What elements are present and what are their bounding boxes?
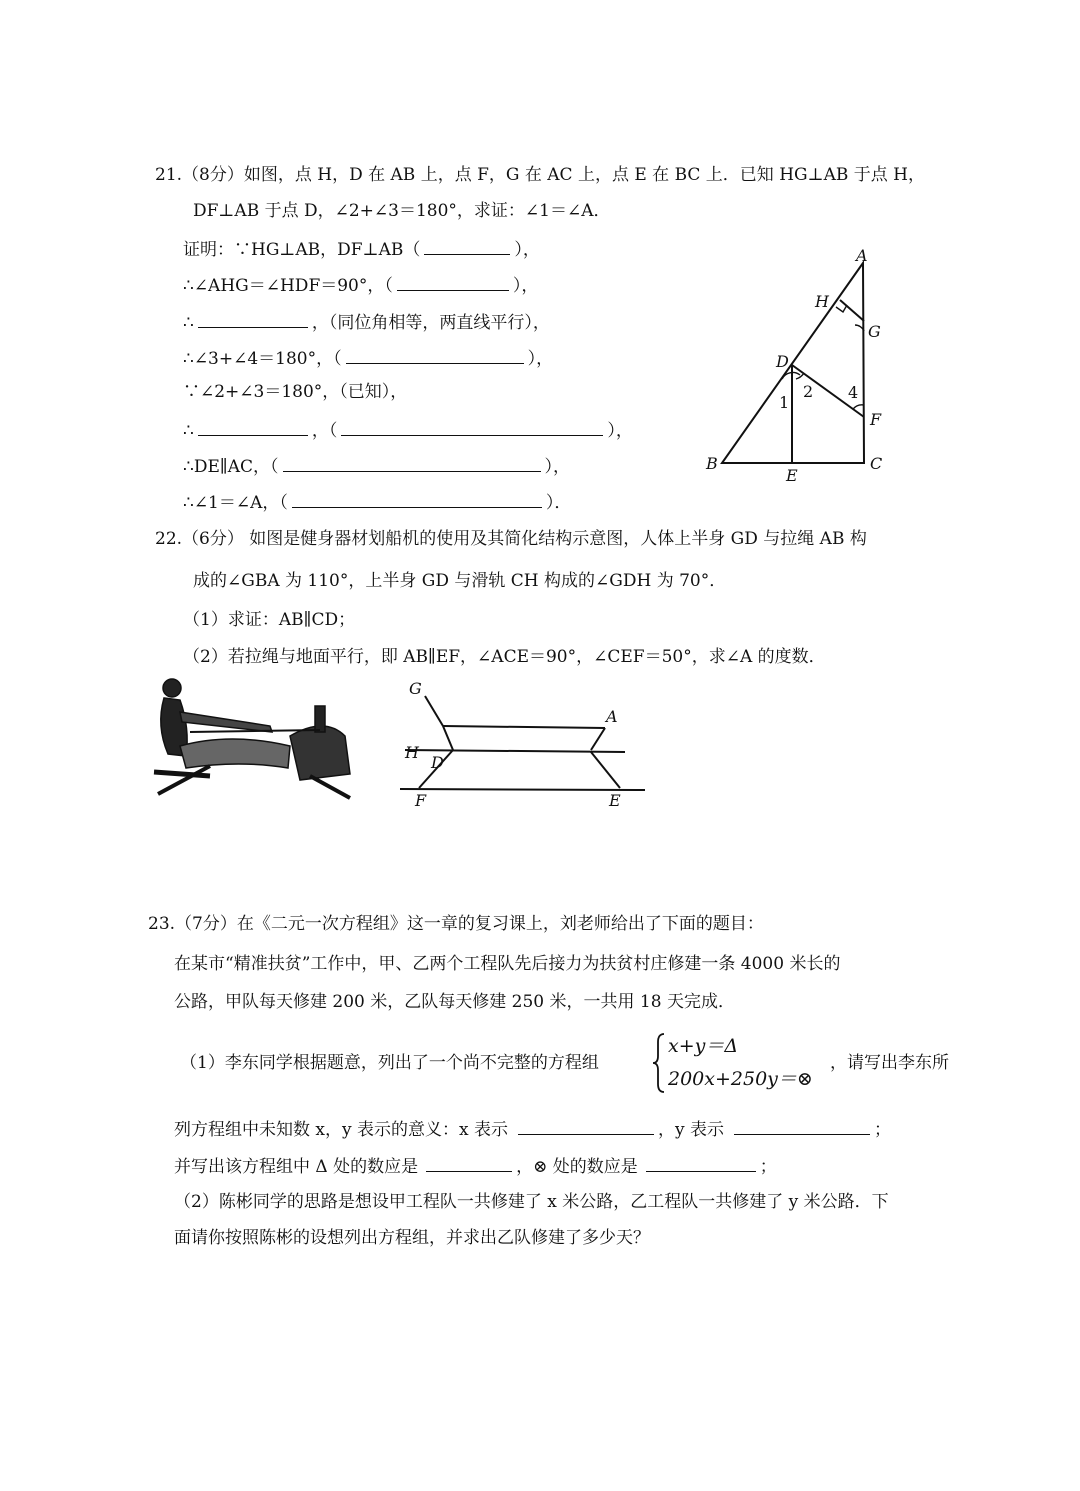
q21-step4-text: ∴∠3+∠4＝180°，（	[183, 349, 342, 369]
label-d: D	[776, 352, 789, 371]
label-f: F	[870, 410, 882, 429]
leg-ce	[591, 752, 620, 788]
q21-step3-text: ∴	[183, 313, 194, 333]
q21-triangle-figure	[700, 245, 900, 485]
rail-left	[158, 766, 210, 794]
label-h: H	[815, 292, 829, 311]
q23-line1: 23.（7分）在《二元一次方程组》这一章的复习课上，刘老师给出了下面的题目：	[148, 914, 764, 934]
q21-step3-end: ，（同位角相等，两直线平行），	[311, 313, 550, 333]
meaning-y-text: ，y 表示	[658, 1120, 725, 1140]
angle-arc-4	[853, 405, 864, 409]
q21-step2-end: ），	[512, 276, 539, 296]
q21-step1-end: ），	[514, 240, 540, 260]
right-angle-h	[836, 305, 847, 312]
q21-line1: 21.（8分）如图，点 H，D 在 AB 上，点 F，G 在 AC 上，点 E 在 BC 上．已知 HG⊥AB 于点 H，	[155, 165, 926, 185]
q21-blank1[interactable]	[424, 236, 510, 255]
segment-ac-upper	[591, 728, 605, 750]
q21-blank2[interactable]	[397, 272, 509, 291]
q23-part1-meaning	[174, 1116, 891, 1141]
q21-step8	[183, 489, 571, 514]
y-meaning-blank[interactable]	[734, 1116, 870, 1135]
q21-blank3[interactable]	[198, 309, 308, 328]
q23-line3: 公路，甲队每天修建 200 米，乙队每天修建 250 米，一共用 18 天完成．	[174, 992, 735, 1012]
label-angle-2: 2	[803, 382, 814, 401]
label-e: E	[786, 466, 798, 485]
q21-step4-end: ），	[527, 349, 554, 369]
label-a2: A	[606, 707, 618, 726]
q21-blank5[interactable]	[198, 417, 308, 436]
delta-text: 并写出该方程组中 Δ 处的数应是	[174, 1157, 419, 1177]
meaning-end: ；	[874, 1120, 892, 1140]
q21-step7-end: ），	[544, 457, 570, 477]
label-c: C	[870, 454, 883, 473]
q21-step8-end: ）．	[545, 493, 572, 513]
q21-step6-end: ），	[607, 421, 633, 441]
equation-2: 200x+250y＝⊗	[668, 1068, 813, 1090]
q21-step6	[183, 417, 633, 442]
q21-step1-text: 证明：∵HG⊥AB，DF⊥AB（	[183, 240, 421, 260]
q21-step7-text: ∴DE∥AC，（	[183, 457, 279, 477]
q21-step5: ∵∠2+∠3＝180°，（已知），	[183, 382, 408, 402]
q21-step6-mid: ，（	[311, 421, 338, 441]
q22-line1: 22.（6分） 如图是健身器材划船机的使用及其简化结构示意图，人体上半身 GD 与拉绳 AB 构	[155, 529, 867, 549]
rower-arms	[180, 712, 272, 732]
q22-structure-figure	[395, 676, 655, 811]
otimes-text: ，⊗ 处的数应是	[516, 1157, 638, 1177]
q21-step4	[183, 345, 553, 370]
q21-step6-text: ∴	[183, 421, 194, 441]
label-angle-1: 1	[779, 393, 790, 412]
label-a: A	[856, 246, 868, 265]
segment-gd-upper	[425, 696, 443, 726]
label-h2: H	[405, 743, 419, 762]
q22-part1: （1）求证：AB∥CD；	[183, 610, 356, 630]
label-f2: F	[415, 791, 427, 810]
q22-part2: （2）若拉绳与地面平行，即 AB∥EF，∠ACE＝90°，∠CEF＝50°，求∠A 的度数．	[183, 647, 826, 667]
machine-handle	[315, 706, 325, 732]
q23-part2-line2: 面请你按照陈彬的设想列出方程组，并求出乙队修建了多少天？	[174, 1228, 650, 1248]
machine-body	[290, 726, 350, 780]
label-e2: E	[609, 791, 621, 810]
rope-ab	[443, 726, 605, 728]
q22-line2: 成的∠GBA 为 110°，上半身 GD 与滑轨 CH 构成的∠GDH 为 70°．	[193, 571, 727, 591]
segment-gd-lower	[443, 726, 453, 750]
rower-head	[163, 679, 181, 697]
x-meaning-blank[interactable]	[518, 1116, 654, 1135]
rail-right	[310, 776, 350, 798]
otimes-value-blank[interactable]	[646, 1153, 756, 1172]
label-angle-4: 4	[848, 383, 859, 402]
q23-part2-line1: （2）陈彬同学的思路是想设甲工程队一共修建了 x 米公路，乙工程队一共修建了 y 米公路．下	[174, 1192, 889, 1212]
q23-line2: 在某市“精准扶贫”工作中，甲、乙两个工程队先后接力为扶贫村庄修建一条 4000 米长的	[174, 954, 841, 974]
q21-blank8[interactable]	[292, 489, 542, 508]
left-brace-icon	[652, 1032, 666, 1094]
ground-fe	[400, 789, 645, 790]
q21-step8-text: ∴∠1＝∠A，（	[183, 493, 288, 513]
delta-value-blank[interactable]	[426, 1153, 512, 1172]
label-g: G	[868, 322, 881, 341]
q21-step2	[183, 272, 538, 297]
values-end: ；	[759, 1157, 777, 1177]
q21-step1	[183, 236, 540, 261]
q23-part1-intro: （1）李东同学根据题意，列出了一个尚不完整的方程组	[180, 1053, 599, 1073]
q21-step2-text: ∴∠AHG＝∠HDF＝90°，（	[183, 276, 393, 296]
q23-part1-values	[174, 1153, 777, 1178]
meaning-x-text: 列方程组中未知数 x，y 表示的意义：x 表示	[174, 1120, 508, 1140]
rower-legs	[180, 739, 290, 768]
q21-step3	[183, 309, 550, 334]
q21-blank4[interactable]	[346, 345, 524, 364]
rowing-machine-photo	[150, 676, 365, 806]
label-b: B	[706, 454, 718, 473]
label-g2: G	[409, 679, 422, 698]
label-d2: D	[431, 753, 444, 772]
q21-step7	[183, 453, 570, 478]
q21-line2: DF⊥AB 于点 D，∠2+∠3＝180°，求证：∠1＝∠A．	[193, 201, 611, 221]
q21-blank7[interactable]	[283, 453, 541, 472]
equation-1: x+y＝Δ	[668, 1035, 739, 1057]
q21-blank6[interactable]	[341, 417, 603, 436]
equation-system	[652, 1032, 827, 1094]
q23-part1-tail: ，请写出李东所	[830, 1053, 949, 1073]
